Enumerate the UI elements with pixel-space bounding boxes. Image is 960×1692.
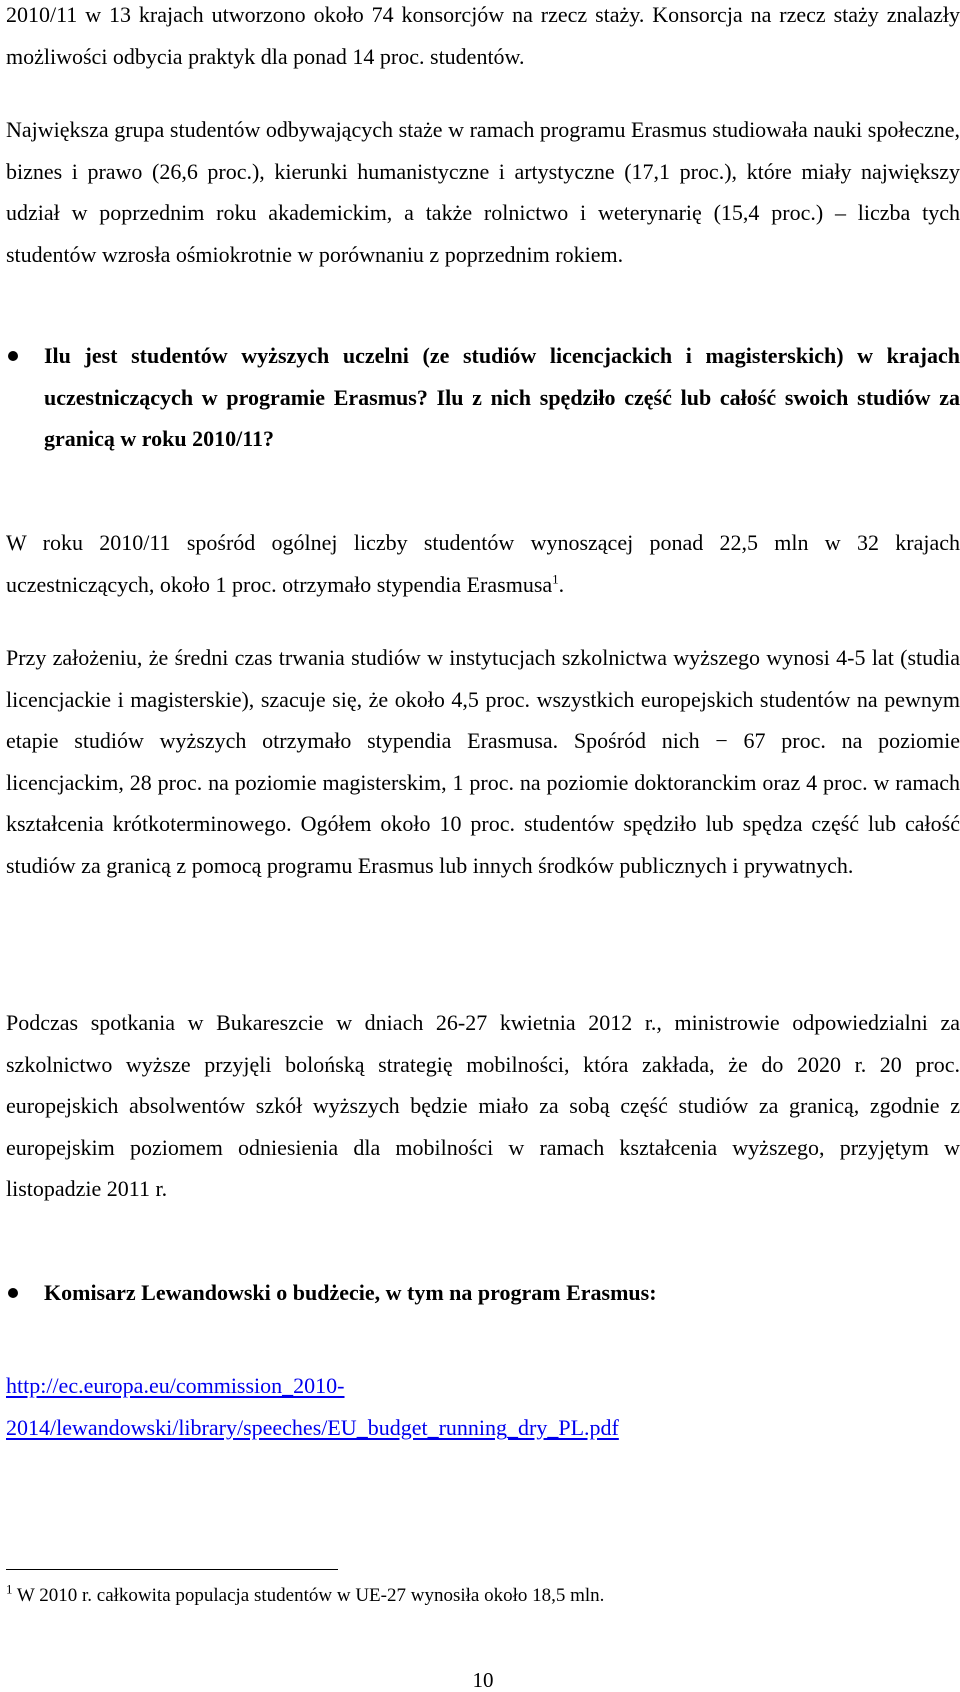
paragraph-bucharest: Podczas spotkania w Bukareszcie w dniach 26-27 kwietnia 2012 r., ministrowie odpowiedzialni za szkolnictwo wyższe przyjęli bolońską strategię mobilności, która zakłada, że do 2020 r. 20 proc. europejskich absolwentów szkół wyższych będzie miało za sobą część studiów za granicą, zgodnie z europejskim poziomem odniesienia dla mobilności w ramach kształcenia wyższego, przyjętym w listopadzie 2011 r. <box>6 1010 960 1201</box>
paragraph-2010-stats <box>6 522 960 605</box>
page-number: 10 <box>472 1668 494 1692</box>
footnote-marker: 1 <box>6 1581 13 1597</box>
bullet-commissioner-text: Komisarz Lewandowski o budżecie, w tym na program Erasmus: <box>44 1280 657 1305</box>
link-line-2[interactable]: 2014/lewandowski/library/speeches/EU_budget_running_dry_PL.pdf <box>6 1414 619 1440</box>
paragraph-largest-group: Największa grupa studentów odbywających staże w ramach programu Erasmus studiowała nauki społeczne, biznes i prawo (26,6 proc.), kierunki humanistyczne i artystyczne (17,1 proc.), które miały największy udział w poprzednim roku akademickim, a także rolnictwo i weterynarię (15,4 proc.) – liczba tych studentów wzrosła ośmiokrotnie w porównaniu z poprzednim rokiem. <box>6 117 960 267</box>
bullet-question-students <box>6 335 960 460</box>
footnote-divider <box>6 1569 338 1570</box>
link-line-1[interactable]: http://ec.europa.eu/commission_2010- <box>6 1373 345 1398</box>
paragraph-assumption: Przy założeniu, że średni czas trwania studiów w instytucjach szkolnictwa wyższego wynosi 4-5 lat (studia licencjackie i magisterskie), szacuje się, że około 4,5 proc. wszystkich europejskich studentów na pewnym etapie studiów wyższych otrzymało stypendia Erasmusa. Spośród nich − 67 proc. na poziomie licencjackim, 28 proc. na poziomie magisterskim, 1 proc. na poziomie doktoranckim oraz 4 proc. w ramach kształcenia krótkoterminowego. Ogółem około 10 proc. studentów spędziło lub spędza część lub całość studiów za granicą z pomocą programu Erasmus lub innych środków publicznych i prywatnych. <box>6 645 960 878</box>
footnote-text: W 2010 r. całkowita populacja studentów w UE-27 wynosiła około 18,5 mln. <box>12 1585 605 1606</box>
footnote <box>6 1581 605 1608</box>
bullet-icon <box>8 351 18 361</box>
paragraph-2010-stats-text: W roku 2010/11 spośród ogólnej liczby studentów wynoszącej ponad 22,5 mln w 32 krajach uczestniczących, około 1 proc. otrzymało stypendia Erasmusa <box>6 530 960 597</box>
paragraph-2010-stats-end: . <box>558 571 565 597</box>
bullet-question-text: Ilu jest studentów wyższych uczelni (ze studiów licencjackich i magisterskich) w krajach uczestniczących w programie Erasmus? Ilu z nich spędziło część lub całość swoich studiów za granicą w roku 2010/11? <box>44 343 960 451</box>
paragraph-consortia: 2010/11 w 13 krajach utworzono około 74 konsorcjów na rzecz staży. Konsorcja na rzecz staży znalazły możliwości odbycia praktyk dla ponad 14 proc. studentów. <box>6 2 960 69</box>
footnote-ref[interactable]: 1 <box>552 571 559 587</box>
budget-speech-link[interactable] <box>6 1365 619 1448</box>
bullet-icon <box>8 1288 18 1298</box>
document-page <box>6 0 960 1692</box>
bullet-commissioner <box>6 1272 960 1314</box>
